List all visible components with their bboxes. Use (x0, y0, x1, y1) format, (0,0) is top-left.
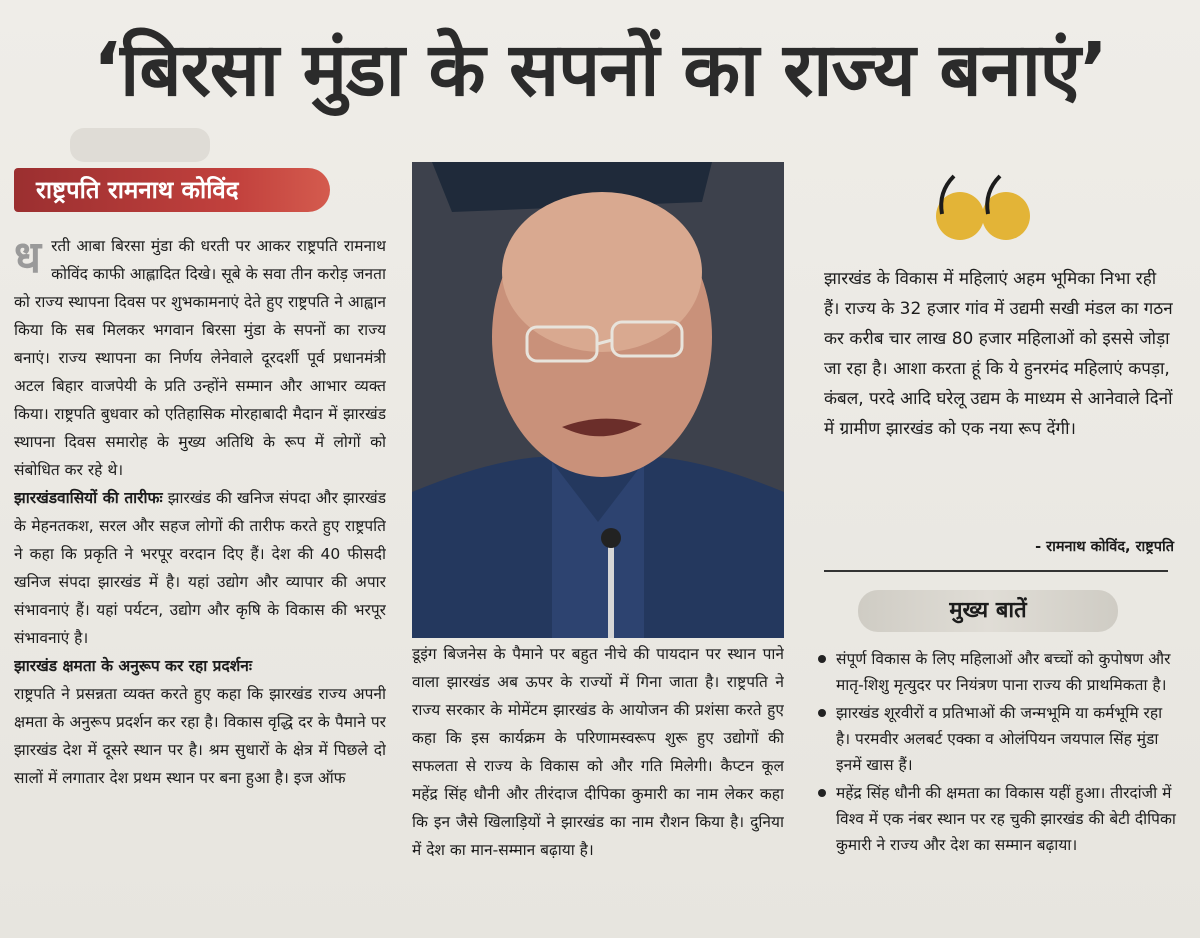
article-paragraph: राष्ट्रपति ने प्रसन्नता व्यक्त करते हुए कहा कि झारखंड राज्य अपनी क्षमता के अनुरूप प्रदर्शन कर रहा है। विकास वृद्धि दर के पैमाने पर झारखंड देश में दूसरे स्थान पर है। श्रम सुधारों के क्षेत्र में पिछले दो सालों में लगातार देश प्रथम स्थान पर बना हुआ है। इज ऑफ (14, 685, 386, 787)
byline-banner: राष्ट्रपति रामनाथ कोविंद (14, 168, 330, 212)
key-points-heading: मुख्य बातें (858, 590, 1118, 632)
pull-quote (824, 264, 1174, 504)
bullet-icon (818, 789, 826, 797)
drop-cap: ध (14, 232, 42, 283)
article-middle-column (412, 640, 784, 930)
key-points-list (814, 646, 1180, 932)
president-photo (412, 162, 784, 638)
article-paragraph (14, 484, 386, 652)
quote-mark-icon (934, 166, 1034, 250)
list-item-text: झारखंड शूरवीरों व प्रतिभाओं की जन्मभूमि या कर्मभूमि रहा है। परमवीर अलबर्ट एक्का व ओलंपियन जयपाल सिंह मुंडा इनमें खास हैं। (836, 704, 1163, 774)
divider (824, 570, 1168, 572)
subheading: झारखंडवासियों की तारीफः (14, 489, 163, 507)
portrait-illustration (412, 162, 784, 638)
paragraph-text: झारखंड की खनिज संपदा और झारखंड के मेहनतकश, सरल और सहज लोगों की तारीफ करते हुए राष्ट्रपति ने कहा कि प्रकृति ने भरपूर वरदान दिए हैं। देश की 40 फीसदी खनिज संपदा झारखंड में है। यहां उद्योग और व्यापार की अपार संभावनाएं हैं। यहां पर्यटन, उद्योग और कृषि के विकास की भरपूर संभावनाएं है। (14, 489, 386, 647)
quote-attribution: - रामनाथ कोविंद, राष्ट्रपति (1035, 539, 1174, 555)
faded-section-label (70, 128, 210, 162)
article-paragraph: रती आबा बिरसा मुंडा की धरती पर आकर राष्ट्रपति रामनाथ कोविंद काफी आह्लादित दिखे। सूबे के सवा तीन करोड़ जनता को राज्य स्थापना दिवस पर शुभकामनाएं देते हुए राष्ट्रपति ने आह्वान किया कि सब मिलकर भगवान बिरसा मुंडा के सपनों का राज्य बनाएं। राज्य स्थापना का निर्णय लेनेवाले दूरदर्शी पूर्व प्रधानमंत्री अटल बिहार वाजपेयी के प्रति उन्होंने सम्मान और आभार व्यक्त किया। राष्ट्रपति बुधवार को एतिहासिक मोरहाबादी मैदान में झारखंड स्थापना दिवस समारोह के मुख्य अतिथि के रूप में लोगों को संबोधित कर रहे थे। (14, 237, 386, 479)
bullet-icon (818, 709, 826, 717)
article-paragraph: डूइंग बिजनेस के पैमाने पर बहुत नीचे की पायदान पर स्थान पाने वाला झारखंड अब ऊपर के राज्यों में गिना जाता है। राष्ट्रपति ने राज्य सरकार के मोमेंटम झारखंड के आयोजन की प्रशंसा करते हुए कहा कि इस कार्यक्रम के परिणामस्वरूप शुरू हुए उद्योगों की सफलता से राज्य के विकास को और गति मिलेगी। कैप्टन कूल महेंद्र सिंह धौनी और तीरंदाज दीपिका कुमारी का नाम लेकर कहा कि इन जैसे खिलाड़ियों ने झारखंड का नाम रौशन किया है। दुनिया में देश का मान-सम्मान बढ़ाया है। (412, 645, 784, 859)
headline: ‘बिरसा मुंडा के सपनों का राज्य बनाएं’ (93, 27, 1107, 113)
bullet-icon (818, 655, 826, 663)
quote-text: झारखंड के विकास में महिलाएं अहम भूमिका निभा रही हैं। राज्य के 32 हजार गांव में उद्यमी सखी मंडल का गठन कर करीब चार लाख 80 हजार महिलाओं को इससे जोड़ा जा रहा है। आशा करता हूं कि ये हुनरमंद महिलाएं कपड़ा, कंबल, परदे आदि घरेलू उद्यम के माध्यम से आनेवाले दिनों में ग्रामीण झारखंड को एक नया रूप देंगी। (824, 269, 1173, 439)
list-item (814, 646, 1180, 698)
article-left-column (14, 232, 386, 932)
list-item (814, 700, 1180, 778)
list-item-text: महेंद्र सिंह धौनी की क्षमता का विकास यहीं हुआ। तीरदांजी में विश्व में एक नंबर स्थान पर रह चुकी झारखंड की बेटी दीपिका कुमारी ने राज्य और देश का सम्मान बढ़ाया। (836, 784, 1176, 854)
list-item-text: संपूर्ण विकास के लिए महिलाओं और बच्चों को कुपोषण और मातृ-शिशु मृत्युदर पर नियंत्रण पाना राज्य की प्राथमिकता है। (836, 650, 1171, 694)
subheading: झारखंड क्षमता के अनुरूप कर रहा प्रदर्शनः (14, 657, 253, 675)
list-item (814, 780, 1180, 858)
